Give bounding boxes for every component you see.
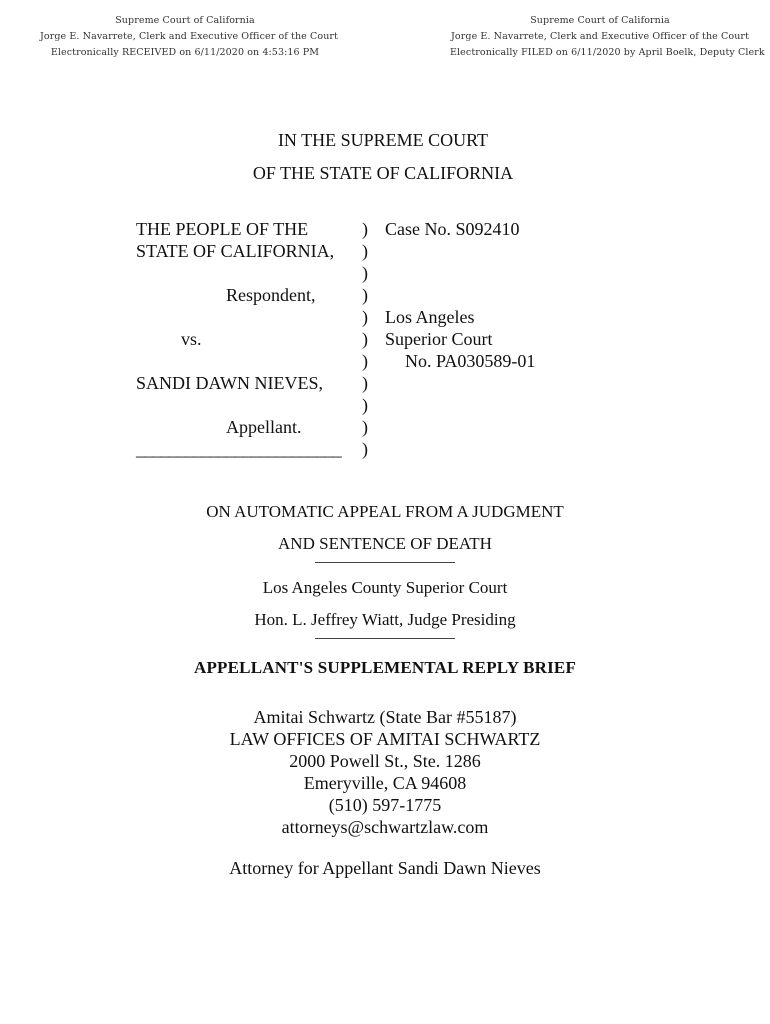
caption-paren: ) xyxy=(362,395,368,415)
attorney-for: Attorney for Appellant Sandi Dawn Nieves xyxy=(229,858,541,878)
defendant-role: Appellant. xyxy=(226,417,302,437)
court-heading-line2: OF THE STATE OF CALIFORNIA xyxy=(252,163,514,183)
counsel-street: 2000 Powell St., Ste. 1286 xyxy=(289,751,481,771)
caption-paren: ) xyxy=(362,219,368,239)
lower-court-line1: Los Angeles xyxy=(385,307,475,327)
caption-paren: ) xyxy=(362,439,368,459)
case-number: Case No. S092410 xyxy=(385,219,520,239)
brief-title: APPELLANT'S SUPPLEMENTAL REPLY BRIEF xyxy=(193,658,577,677)
caption-paren: ) xyxy=(362,351,368,371)
received-stamp-court: Supreme Court of California xyxy=(115,15,255,26)
defendant-name: SANDI DAWN NIEVES, xyxy=(136,373,324,393)
filed-stamp-clerk: Jorge E. Navarrete, Clerk and Executive Officer of the Court xyxy=(451,31,749,42)
versus-label: vs. xyxy=(181,329,202,349)
filed-stamp-court: Supreme Court of California xyxy=(530,15,670,26)
caption-paren: ) xyxy=(362,373,368,393)
plaintiff-name-line1: THE PEOPLE OF THE xyxy=(136,219,309,239)
received-stamp-clerk: Jorge E. Navarrete, Clerk and Executive Officer of the Court xyxy=(40,31,338,42)
received-stamp-status: Electronically RECEIVED on 6/11/2020 on 4:53:16 PM xyxy=(50,47,320,58)
caption-paren: ) xyxy=(362,417,368,437)
counsel-email: attorneys@schwartzlaw.com xyxy=(281,817,489,837)
caption-paren: ) xyxy=(362,241,368,261)
received-stamp xyxy=(40,13,338,61)
divider-rule xyxy=(315,638,455,639)
caption-paren: ) xyxy=(362,329,368,349)
lower-court-case-number: No. PA030589-01 xyxy=(405,351,536,371)
filed-stamp-status: Electronically FILED on 6/11/2020 by April Boelk, Deputy Clerk xyxy=(450,47,765,58)
lower-court-line2: Superior Court xyxy=(385,329,493,349)
signature-line: _________________________ xyxy=(136,439,342,459)
counsel-phone: (510) 597-1775 xyxy=(328,795,442,815)
caption-paren: ) xyxy=(362,285,368,305)
trial-court: Los Angeles County Superior Court xyxy=(262,578,508,597)
presiding-judge: Hon. L. Jeffrey Wiatt, Judge Presiding xyxy=(254,610,516,629)
appeal-line1: ON AUTOMATIC APPEAL FROM A JUDGMENT xyxy=(206,502,564,521)
filed-stamp xyxy=(450,13,765,61)
caption-paren: ) xyxy=(362,307,368,327)
counsel-block xyxy=(0,706,770,838)
counsel-name: Amitai Schwartz (State Bar #55187) xyxy=(253,707,517,727)
appeal-block xyxy=(0,498,770,639)
counsel-city: Emeryville, CA 94608 xyxy=(303,773,467,793)
caption-paren: ) xyxy=(362,263,368,283)
plaintiff-role: Respondent, xyxy=(226,285,316,305)
appeal-line2: AND SENTENCE OF DEATH xyxy=(278,534,492,553)
court-heading-line1: IN THE SUPREME COURT xyxy=(277,130,489,150)
plaintiff-name-line2: STATE OF CALIFORNIA, xyxy=(136,241,335,261)
court-heading xyxy=(0,124,770,190)
counsel-firm: LAW OFFICES OF AMITAI SCHWARTZ xyxy=(229,729,541,749)
